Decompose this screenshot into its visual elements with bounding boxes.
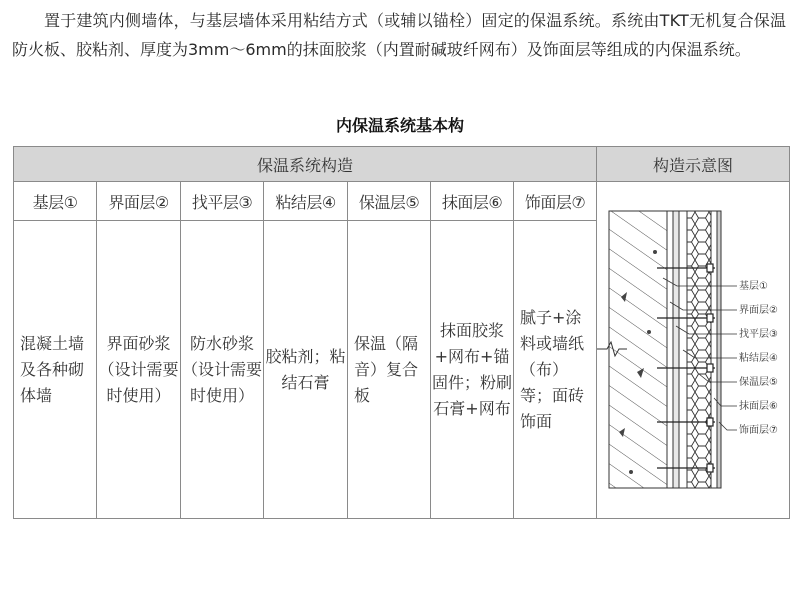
cell-insulation-content: 保温（隔音）复合板 [348, 221, 431, 519]
diagram-label-finish: 饰面层⑦ [739, 425, 778, 436]
col-header-interface: 界面层② [97, 182, 181, 221]
plaster-layer [711, 211, 717, 488]
cell-plaster-content: 抹面胶浆+网布+锚固件；粉刷石膏+网布 [431, 221, 514, 519]
finish-layer [717, 211, 721, 488]
cell-base-content: 混凝土墙及各种砌体墙 [14, 221, 97, 519]
group-header: 保温系统构造 [14, 147, 597, 182]
intro-line-1: 置于建筑内侧墙体，与基层墙体采用粘结方式（或辅以锚栓）固定的保温系统。系统由TKT无机复合保温 [44, 11, 787, 30]
leveling-layer [673, 211, 679, 488]
col-header-plaster: 抹面层⑥ [431, 182, 514, 221]
diagram-header: 构造示意图 [597, 147, 790, 182]
diagram-label-insulation: 保温层⑤ [739, 377, 778, 388]
cell-leveling-content: 防水砂浆（设计需要时使用） [181, 221, 264, 519]
structure-diagram-cell [597, 182, 790, 519]
diagram-label-interface: 界面层② [739, 305, 778, 316]
col-header-insulation: 保温层⑤ [348, 182, 431, 221]
cell-finish-content: 腻子+涂料或墙纸（布）等；面砖饰面 [514, 221, 597, 519]
base-wall-layer [609, 211, 667, 488]
diagram-label-base: 基层① [739, 281, 768, 292]
col-header-leveling: 找平层③ [181, 182, 264, 221]
interface-layer [667, 211, 673, 488]
system-structure-table [13, 146, 790, 519]
cell-interface-content: 界面砂浆（设计需要时使用） [97, 221, 181, 519]
table-caption: 内保温系统基本构 [335, 116, 464, 135]
structure-diagram [597, 182, 789, 518]
col-header-bonding: 粘结层④ [264, 182, 348, 221]
col-header-base: 基层① [14, 182, 97, 221]
diagram-label-plaster: 抹面层⑥ [739, 401, 778, 412]
intro-line-2: 防火板、胶粘剂、厚度为3mm～6mm的抹面胶浆（内置耐碱玻纤网布）及饰面层等组成的内保温系统。 [12, 40, 751, 59]
diagram-label-leveling: 找平层③ [739, 329, 778, 340]
col-header-finish: 饰面层⑦ [514, 182, 597, 221]
intro-paragraph [12, 6, 792, 64]
insulation-layer [687, 211, 711, 488]
diagram-label-bonding: 粘结层④ [739, 353, 778, 364]
cell-bonding-content: 胶粘剂；粘结石膏 [264, 221, 348, 519]
bonding-layer [679, 211, 687, 488]
